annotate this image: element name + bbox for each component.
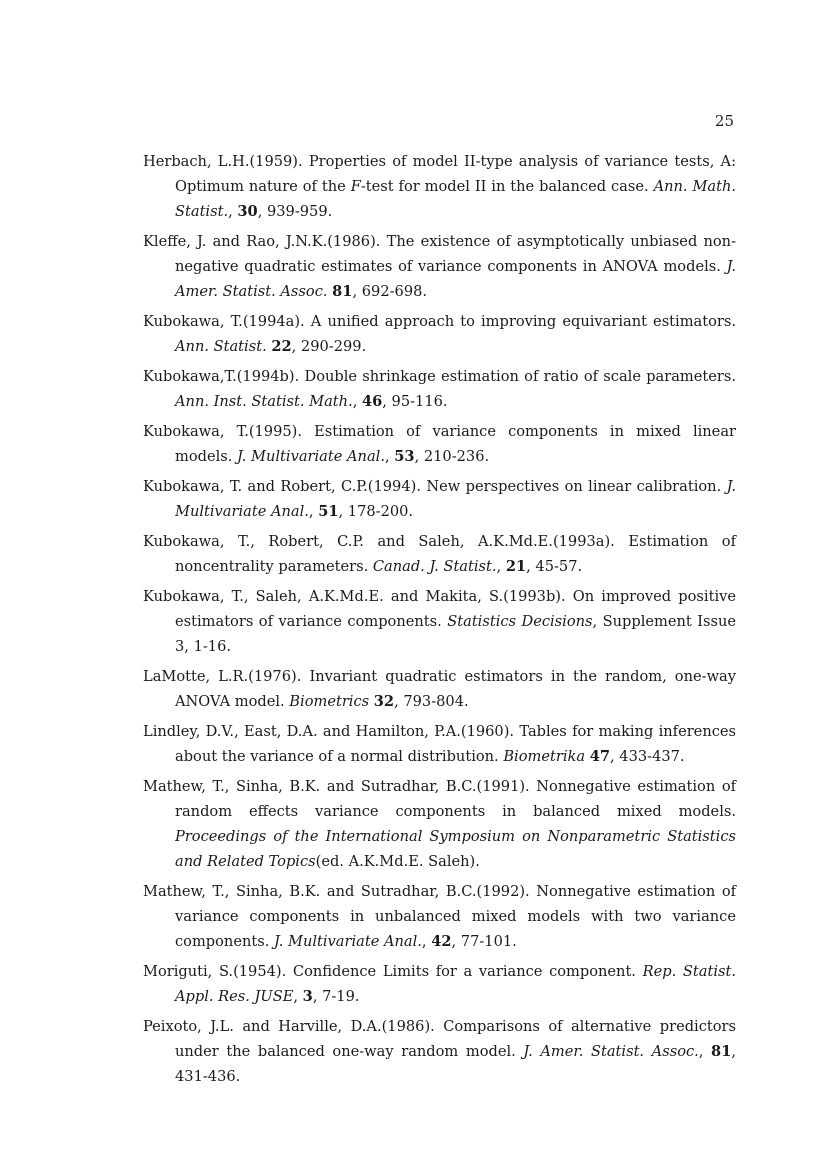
ref-journal: Statistics Decisions — [447, 613, 593, 630]
ref-authors: Kubokawa, T. and Robert, C.P.(1994). — [143, 478, 421, 495]
reference-item-kubokawa-1993b — [143, 584, 736, 659]
ref-pages: , 45-57. — [526, 558, 583, 575]
ref-title: Tables for making inferences about the variance of a normal distribution. — [175, 723, 737, 765]
ref-authors: Lindley, D.V., East, D.A. and Hamilton, P.A.(1960). — [143, 723, 515, 740]
ref-pages: , 793-804. — [394, 693, 469, 710]
reference-item-herbach-1959: Herbach, L.H.(1959). Properties of model II-type analysis of variance tests, A: Optimum nature of the F-test for model II in the balanced case. Ann. Math. Statist., 30, 939-959. — [143, 153, 737, 220]
ref-title: The existence of asymptotically unbiased non-negative quadratic estimates of variance components in ANOVA models. — [175, 233, 736, 275]
ref-journal: Rep. Statist. Appl. Res. JUSE — [175, 963, 736, 1005]
ref-title-variable: F — [350, 178, 361, 195]
ref-title: Nonnegative estimation of random effects variance components in balanced mixed models. — [175, 778, 737, 820]
ref-authors: Peixoto, J.L. and Harville, D.A.(1986). — [143, 1018, 435, 1035]
ref-journal: Ann. Math. Statist. — [175, 178, 737, 220]
ref-authors: Moriguti, S.(1954). — [143, 963, 287, 980]
ref-pages: , 433-437. — [610, 748, 685, 765]
reference-item-lindley-1960 — [143, 719, 736, 769]
ref-journal: J. Amer. Statist. Assoc. — [523, 1043, 699, 1060]
ref-volume: 53 — [394, 448, 415, 465]
ref-journal: Biometrics — [289, 693, 370, 710]
ref-volume: 51 — [318, 503, 339, 520]
ref-volume: 81 — [332, 283, 353, 300]
page-number: 25 — [714, 112, 734, 130]
reference-item-kubokawa-1993a: Kubokawa, T., Robert, C.P. and Saleh, A.K.Md.E.(1993a). Estimation of noncentrality parameters. Canad. J. Statist., 21, 45-57. — [143, 533, 736, 575]
ref-volume: 21 — [505, 558, 527, 575]
reference-item-mathew-1991 — [143, 774, 736, 874]
ref-volume: 3 — [302, 988, 313, 1005]
ref-journal: J. Multivariate Anal. — [175, 478, 736, 520]
ref-extra: (ed. A.K.Md.E. Saleh). — [315, 853, 480, 870]
reference-item-lamotte-1976 — [143, 664, 736, 714]
ref-pages: , 77-101. — [451, 933, 517, 950]
ref-pages: , 178-200. — [338, 503, 414, 520]
ref-title: Confidence Limits for a variance component. — [292, 963, 636, 980]
ref-journal: Biometrika — [503, 748, 586, 765]
ref-pages: , 210-236. — [414, 448, 490, 465]
ref-volume: 47 — [589, 748, 610, 765]
ref-pages: , 290-299. — [291, 338, 367, 355]
ref-volume: 46 — [361, 393, 383, 410]
ref-title: Comparisons of alternative predictors under the balanced one-way random model. — [175, 1018, 737, 1060]
ref-authors: LaMotte, L.R.(1976). — [143, 668, 302, 685]
ref-title: New perspectives on linear calibration. — [426, 478, 722, 495]
ref-title: Estimation of variance components in mixed linear models. — [175, 423, 736, 465]
ref-authors: Herbach, L.H.(1959). — [143, 153, 303, 170]
ref-authors: Kubokawa, T.(1994a). — [143, 313, 305, 330]
ref-pages: , 95-116. — [382, 393, 448, 410]
reference-item-moriguti-1954: Moriguti, S.(1954). Confidence Limits for a variance component. Rep. Statist. Appl. Res. JUSE, 3, 7-19. — [143, 963, 736, 1005]
ref-title: A unified approach to improving equivariant estimators. — [310, 313, 737, 330]
ref-journal: Canad. J. Statist. — [372, 558, 497, 575]
reference-item-kleffe-1986 — [143, 229, 736, 304]
reference-item-kubokawa-1994a — [143, 309, 736, 359]
reference-item-kubokawa-1994b: Kubokawa,T.(1994b). Double shrinkage estimation of ratio of scale parameters. Ann. Inst. Statist. Math., 46, 95-116. — [143, 368, 737, 410]
reference-item-peixoto-1986: Peixoto, J.L. and Harville, D.A.(1986). Comparisons of alternative predictors under the balanced one-way random model. J. Amer. Statist. Assoc., 81, 431-436. — [143, 1018, 737, 1085]
ref-authors: Kleffe, J. and Rao, J.N.K.(1986). — [143, 233, 381, 250]
ref-title: Properties of model II-type analysis of variance tests, A: Optimum nature of the — [175, 153, 736, 195]
reference-item-mathew-1992: Mathew, T., Sinha, B.K. and Sutradhar, B.C.(1992). Nonnegative estimation of variance components in unbalanced mixed models with two variance components. J. Multivariate Anal., 42, 77-101. — [143, 883, 737, 950]
ref-journal: J. Amer. Statist. Assoc. — [175, 258, 736, 300]
ref-authors: Mathew, T., Sinha, B.K. and Sutradhar, B.C.(1991). — [143, 778, 530, 795]
ref-volume: 30 — [237, 203, 258, 220]
ref-pages: , 431-436. — [175, 1043, 736, 1085]
ref-authors: Kubokawa, T., Robert, C.P. and Saleh, A.K.Md.E.(1993a). — [143, 533, 615, 550]
ref-volume: 22 — [271, 338, 292, 355]
reference-item-kubokawa-robert-1994: Kubokawa, T. and Robert, C.P.(1994). New perspectives on linear calibration. J. Multivariate Anal., 51, 178-200. — [143, 478, 736, 520]
reference-list — [143, 149, 736, 1089]
ref-journal: J. Multivariate Anal. — [274, 933, 422, 950]
ref-volume: 81 — [711, 1043, 732, 1060]
ref-title: Nonnegative estimation of variance components in unbalanced mixed models with two variance components. — [175, 883, 737, 950]
ref-title: Double shrinkage estimation of ratio of scale parameters. — [304, 368, 737, 385]
ref-volume: 32 — [373, 693, 395, 710]
ref-title: Invariant quadratic estimators in the random, one-way ANOVA model. — [175, 668, 737, 710]
ref-title: Estimation of noncentrality parameters. — [175, 533, 736, 575]
ref-authors: Kubokawa,T.(1994b). — [143, 368, 300, 385]
ref-journal: Proceedings of the International Symposium on Nonparametric Statistics and Related Topics — [175, 828, 736, 870]
ref-authors: Kubokawa, T., Saleh, A.K.Md.E. and Makita, S.(1993b). — [143, 588, 566, 605]
ref-journal: J. Multivariate Anal. — [237, 448, 385, 465]
reference-item-kubokawa-1995: Kubokawa, T.(1995). Estimation of variance components in mixed linear models. J. Multivariate Anal., 53, 210-236. — [143, 423, 736, 465]
ref-title: On improved positive estimators of variance components. — [175, 588, 736, 630]
ref-pages: , 692-698. — [352, 283, 428, 300]
ref-authors: Kubokawa, T.(1995). — [143, 423, 302, 440]
ref-extra: , Supplement Issue 3, 1-16. — [175, 613, 736, 655]
ref-pages: , 939-959. — [257, 203, 333, 220]
ref-authors: Mathew, T., Sinha, B.K. and Sutradhar, B.C.(1992). — [143, 883, 530, 900]
ref-journal: Ann. Inst. Statist. Math. — [175, 393, 353, 410]
ref-volume: 42 — [431, 933, 452, 950]
ref-journal: Ann. Statist. — [175, 338, 267, 355]
ref-pages: , 7-19. — [312, 988, 360, 1005]
ref-title-rest: -test for model II in the balanced case. — [360, 178, 649, 195]
